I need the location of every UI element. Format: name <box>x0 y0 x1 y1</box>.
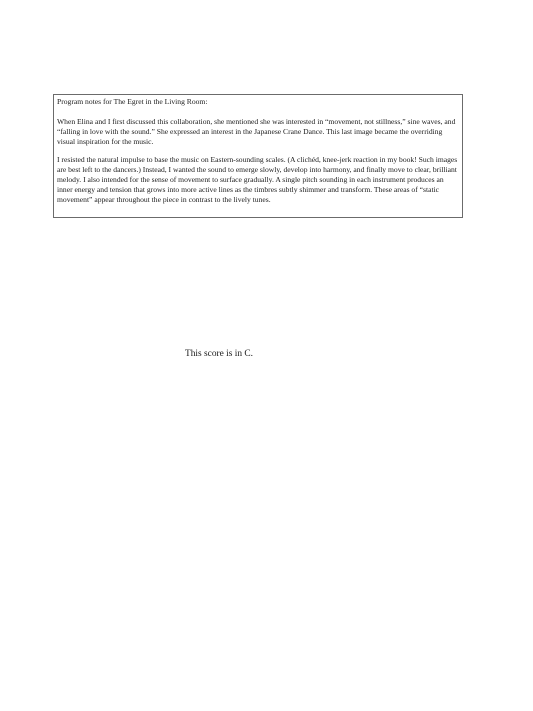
program-notes-heading: Program notes for The Egret in the Living Room: <box>57 97 208 106</box>
program-notes-paragraph-1: When Elina and I first discussed this collaboration, she mentioned she was interested in “movement, not stillness,” sine waves, and “falling in love with the sound.” She expressed an interest in the Japanese Crane Dance. This last image became the overriding visual inspiration for the music. <box>57 117 456 146</box>
score-key-note: This score is in C. <box>185 349 253 359</box>
program-notes-box <box>53 94 463 218</box>
program-notes-paragraph-2: I resisted the natural impulse to base the music on Eastern-sounding scales. (A clichéd, knee-jerk reaction in my book! Such images are best left to the dancers.) Instead, I wanted the sound to emerge slowly, develop into harmony, and finally move to clear, brilliant melody. I also intended for the sense of movement to surface gradually. A single pitch sounding in each instrument produces an inner energy and tension that grows into more active lines as the timbres subtly shimmer and transform. These areas of “static movement” appear throughout the piece in contrast to the lively tunes. <box>57 155 458 204</box>
